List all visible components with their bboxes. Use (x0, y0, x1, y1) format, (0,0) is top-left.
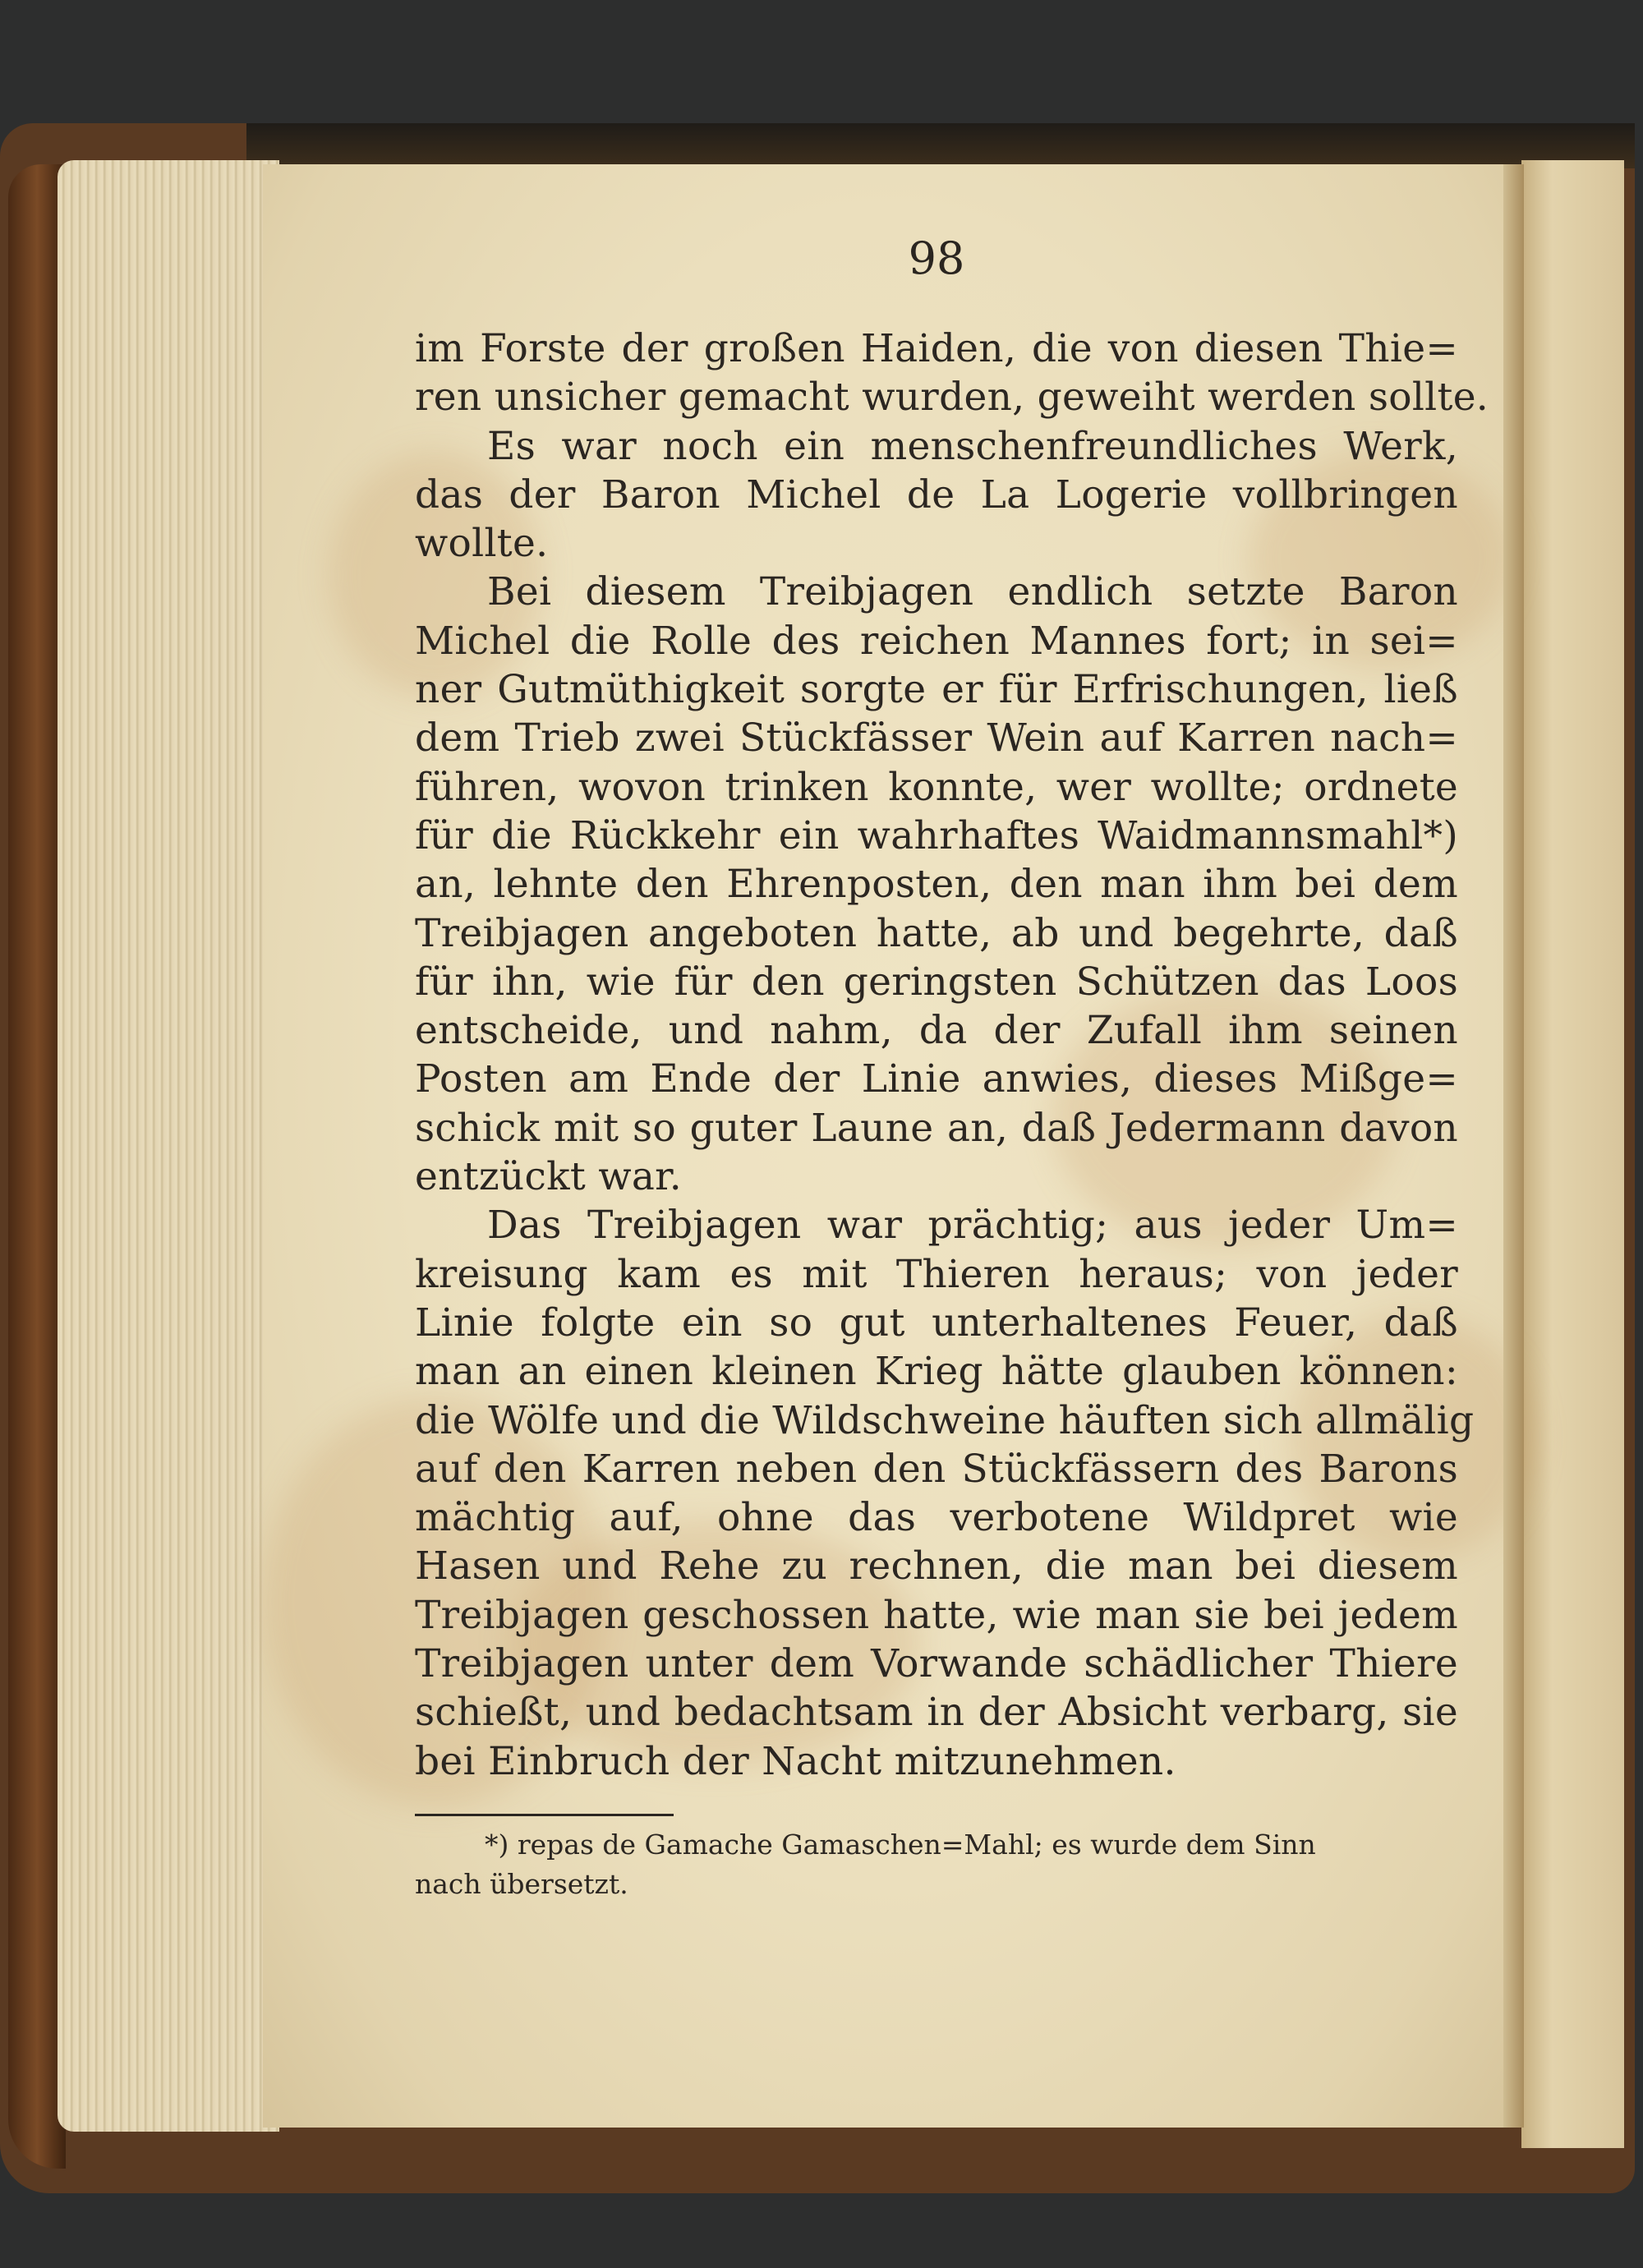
text-line: an, lehnte den Ehrenposten, den man ihm bei dem (415, 862, 1458, 908)
text-line: Michel die Rolle des reichen Mannes fort; in sei= (415, 618, 1458, 664)
text-line: Hasen und Rehe zu rechnen, die man bei diesem (415, 1543, 1458, 1589)
text-line: Linie folgte ein so gut unterhaltenes Feuer, daß (415, 1300, 1458, 1346)
text-line: das der Baron Michel de La Logerie vollbringen (415, 472, 1458, 518)
text-line: Es war noch ein menschenfreundliches Werk, (487, 423, 1458, 469)
text-line: die Wölfe und die Wildschweine häuften sich allmälig (415, 1397, 1475, 1443)
text-line: mächtig auf, ohne das verbotene Wildpret wie (415, 1495, 1458, 1541)
text-line: man an einen kleinen Krieg hätte glauben können: (415, 1349, 1458, 1395)
text-line: dem Trieb zwei Stückfässer Wein auf Karren nach= (415, 715, 1458, 761)
page-stack (58, 160, 279, 2132)
page-number: 98 (908, 232, 965, 284)
text-line: wollte. (415, 521, 549, 567)
text-line: im Forste der großen Haiden, die von diesen Thie= (415, 326, 1458, 371)
text-line: Treibjagen unter dem Vorwande schädlicher Thiere (415, 1641, 1458, 1687)
page-gutter (1503, 164, 1524, 2128)
text-line: kreisung kam es mit Thieren heraus; von jeder (415, 1251, 1458, 1297)
text-line: ner Gutmüthigkeit sorgte er für Erfrischungen, ließ (415, 667, 1458, 713)
text-line: für die Rückkehr ein wahrhaftes Waidmannsmahl*) (415, 812, 1458, 858)
text-line: führen, wovon trinken konnte, wer wollte; ordnete (415, 764, 1458, 810)
text-line: entzückt war. (415, 1154, 683, 1200)
footnote-divider (415, 1814, 674, 1816)
text-line: Das Treibjagen war prächtig; aus jeder Um= (487, 1203, 1458, 1249)
facing-page-edge (1521, 160, 1624, 2148)
footnote (415, 1825, 1458, 1904)
book-top-edge (246, 123, 1635, 168)
text-line: Treibjagen angeboten hatte, ab und begehrte, daß (415, 910, 1458, 956)
footnote-line: *) repas de Gamache Gamaschen=Mahl; es wurde dem Sinn (485, 1829, 1316, 1861)
text-line: entscheide, und nahm, da der Zufall ihm seinen (415, 1008, 1458, 1054)
footnote-line: nach übersetzt. (415, 1868, 628, 1900)
text-line: Treibjagen geschossen hatte, wie man sie bei jedem (415, 1592, 1458, 1638)
text-line: schick mit so guter Laune an, daß Jedermann davon (415, 1105, 1458, 1151)
text-line: auf den Karren neben den Stückfässern des Barons (415, 1446, 1458, 1492)
text-line: Posten am Ende der Linie anwies, dieses Mißge= (415, 1056, 1458, 1102)
text-line: für ihn, wie für den geringsten Schützen das Loos (415, 959, 1458, 1005)
text-line: ren unsicher gemacht wurden, geweiht werden sollte. (415, 375, 1489, 421)
text-line: bei Einbruch der Nacht mitzunehmen. (415, 1738, 1176, 1784)
text-line: Bei diesem Treibjagen endlich setzte Baron (487, 569, 1458, 615)
body-text (415, 324, 1489, 1786)
text-line: schießt, und bedachtsam in der Absicht verbarg, sie (415, 1690, 1458, 1736)
